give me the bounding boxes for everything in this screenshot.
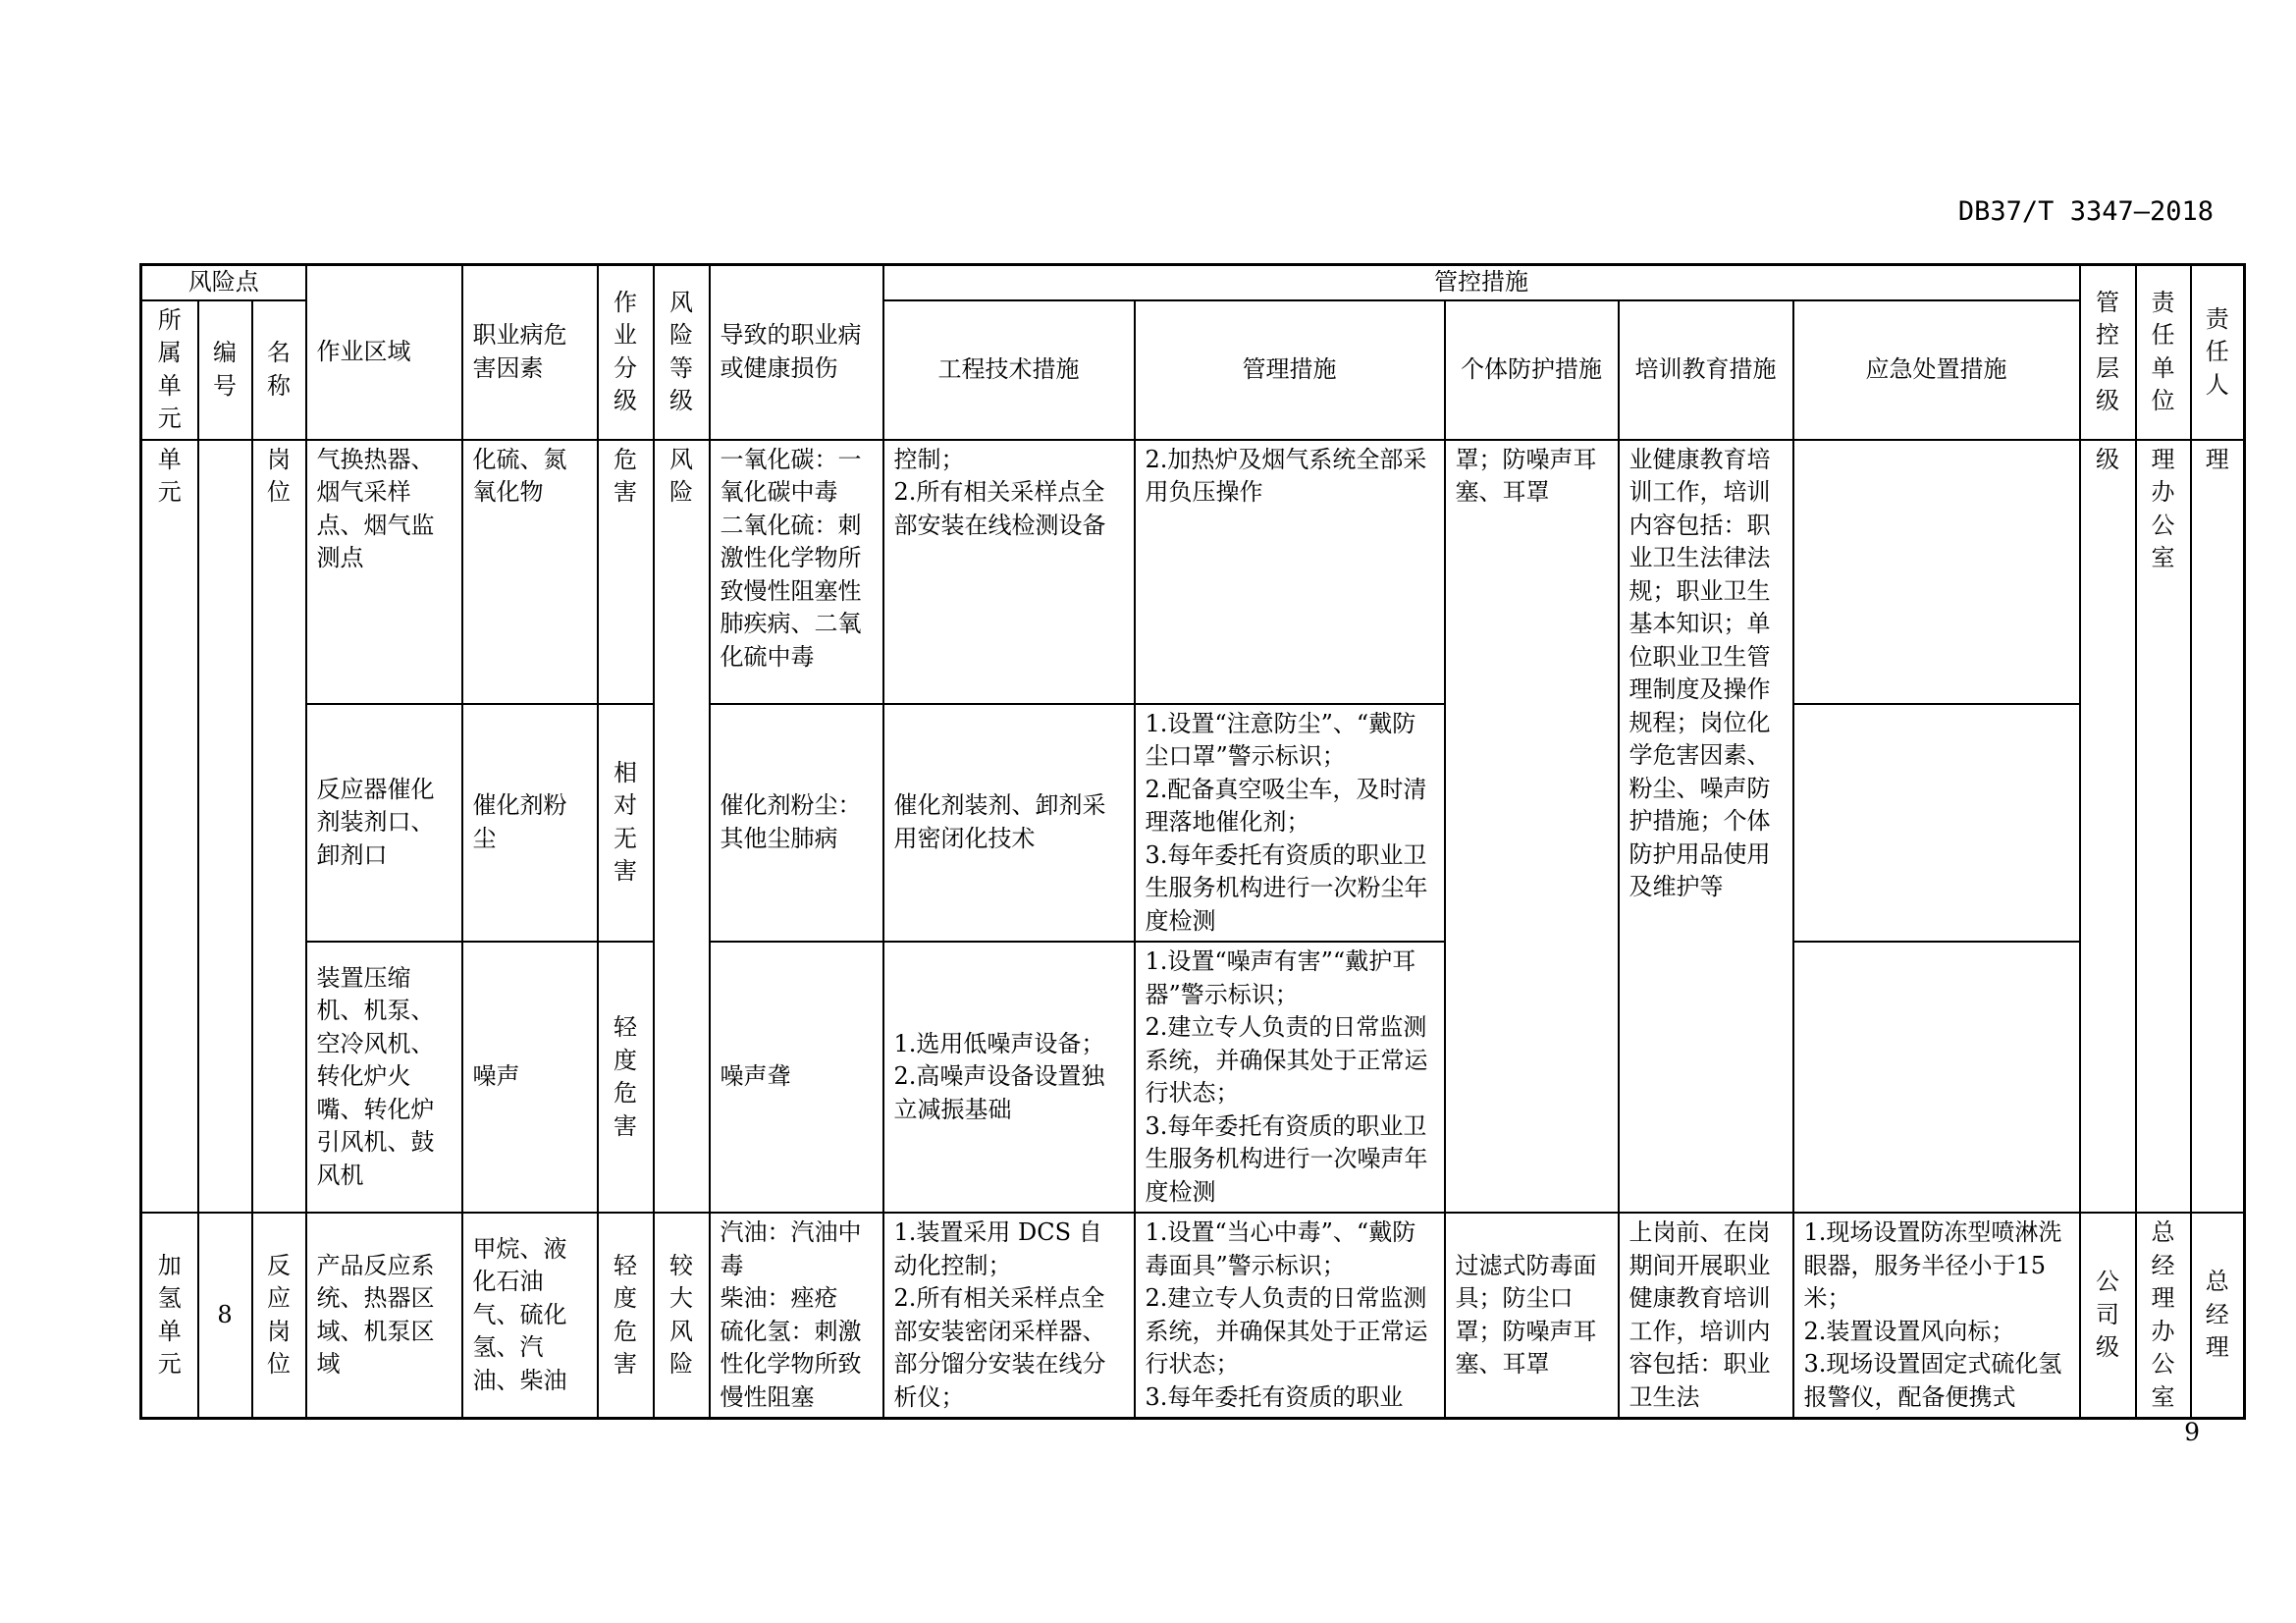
cell-hazard: 催化剂粉尘: [462, 704, 598, 943]
cell-resp-person: 总经理: [2191, 1213, 2245, 1419]
cell-engineering: 控制； 2.所有相关采样点全部安装在线检测设备: [883, 440, 1135, 704]
cell-emergency: [1793, 440, 2080, 704]
cell-work-grade: 相对无害: [598, 704, 654, 943]
cell-hazard: 噪声: [462, 942, 598, 1213]
risk-control-table: [139, 263, 2246, 1420]
cell-unit: 加氢单元: [141, 1213, 198, 1419]
cell-emergency: 1.现场设置防冻型喷淋洗眼器，服务半径小于15米； 2.装置设置风向标； 3.现场设置固定式硫化氢报警仪，配备便携式: [1793, 1213, 2080, 1419]
cell-work-grade: 危害: [598, 440, 654, 704]
cell-risk-level: 较大风险: [654, 1213, 710, 1419]
cell-name: 岗位: [252, 440, 306, 1214]
header-name: 名称: [252, 300, 306, 440]
header-work-grade: 作业分级: [598, 265, 654, 440]
cell-management: 1.设置“当心中毒”、“戴防毒面具”警示标识； 2.建立专人负责的日常监测系统，并确保其处于正常运行状态； 3.每年委托有资质的职业: [1135, 1213, 1445, 1419]
cell-disease: 一氧化碳：一氧化碳中毒 二氧化硫：刺激性化学物所致慢性阻塞性肺疾病、二氧化硫中毒: [710, 440, 883, 704]
cell-resp-unit: 总经理办公室: [2136, 1213, 2191, 1419]
cell-disease: 噪声聋: [710, 942, 883, 1213]
cell-resp-person: 理: [2191, 440, 2245, 1214]
cell-unit: 单元: [141, 440, 198, 1214]
document-code: DB37/T 3347—2018: [1957, 196, 2214, 227]
header-disease: 导致的职业病或健康损伤: [710, 265, 883, 440]
cell-training: 业健康教育培训工作，培训内容包括：职业卫生法律法规；职业卫生基本知识；单位职业卫生管理制度及操作规程；岗位化学危害因素、粉尘、噪声防护措施；个体防护用品使用及维护等: [1619, 440, 1793, 1214]
cell-work-area: 产品反应系统、热器区域、机泵区域: [306, 1213, 462, 1419]
cell-emergency: [1793, 942, 2080, 1213]
header-engineering: 工程技术措施: [883, 300, 1135, 440]
header-training: 培训教育措施: [1619, 300, 1793, 440]
cell-disease: 催化剂粉尘：其他尘肺病: [710, 704, 883, 943]
header-unit: 所属单元: [141, 300, 198, 440]
cell-work-area: 气换热器、烟气采样点、烟气监测点: [306, 440, 462, 704]
cell-number: 8: [198, 1213, 252, 1419]
cell-work-grade: 轻度危害: [598, 942, 654, 1213]
header-work-area: 作业区域: [306, 265, 462, 440]
cell-engineering: 1.选用低噪声设备； 2.高噪声设备设置独立减振基础: [883, 942, 1135, 1213]
header-control-level: 管控层级: [2080, 265, 2136, 440]
cell-emergency: [1793, 704, 2080, 943]
header-emergency: 应急处置措施: [1793, 300, 2080, 440]
cell-ppe: 过滤式防毒面具；防尘口罩；防噪声耳塞、耳罩: [1445, 1213, 1619, 1419]
cell-control-level: 级: [2080, 440, 2136, 1214]
cell-risk-level: 风险: [654, 440, 710, 1214]
cell-management: 1.设置“注意防尘”、“戴防尘口罩”警示标识； 2.配备真空吸尘车，及时清理落地催化剂； 3.每年委托有资质的职业卫生服务机构进行一次粉尘年度检测: [1135, 704, 1445, 943]
header-resp-person: 责任人: [2191, 265, 2245, 440]
cell-management: 1.设置“噪声有害”“戴护耳器”警示标识； 2.建立专人负责的日常监测系统，并确保其处于正常运行状态； 3.每年委托有资质的职业卫生服务机构进行一次噪声年度检测: [1135, 942, 1445, 1213]
cell-training: 上岗前、在岗期间开展职业健康教育培训工作，培训内容包括：职业卫生法: [1619, 1213, 1793, 1419]
cell-engineering: 催化剂装剂、卸剂采用密闭化技术: [883, 704, 1135, 943]
header-hazard: 职业病危害因素: [462, 265, 598, 440]
cell-resp-unit: 理办公室: [2136, 440, 2191, 1214]
cell-engineering: 1.装置采用 DCS 自动化控制； 2.所有相关采样点全部安装密闭采样器、部分馏分安装在线分析仪；: [883, 1213, 1135, 1419]
cell-number: [198, 440, 252, 1214]
cell-management: 2.加热炉及烟气系统全部采用负压操作: [1135, 440, 1445, 704]
header-number: 编号: [198, 300, 252, 440]
header-control-measures: 管控措施: [883, 265, 2080, 300]
cell-control-level: 公司级: [2080, 1213, 2136, 1419]
cell-ppe: 罩；防噪声耳塞、耳罩: [1445, 440, 1619, 1214]
cell-work-area: 反应器催化剂装剂口、卸剂口: [306, 704, 462, 943]
cell-work-area: 装置压缩机、机泵、空冷风机、转化炉火嘴、转化炉引风机、鼓风机: [306, 942, 462, 1213]
cell-hazard: 甲烷、液化石油气、硫化氢、汽油、柴油: [462, 1213, 598, 1419]
header-management: 管理措施: [1135, 300, 1445, 440]
header-ppe: 个体防护措施: [1445, 300, 1619, 440]
cell-hazard: 化硫、氮氧化物: [462, 440, 598, 704]
cell-name: 反应岗位: [252, 1213, 306, 1419]
cell-work-grade: 轻度危害: [598, 1213, 654, 1419]
header-risk-point: 风险点: [141, 265, 306, 300]
header-resp-unit: 责任单位: [2136, 265, 2191, 440]
page-number: 9: [2184, 1418, 2200, 1446]
header-risk-level: 风险等级: [654, 265, 710, 440]
cell-disease: 汽油：汽油中毒 柴油：痤疮 硫化氢：刺激性化学物所致慢性阻塞: [710, 1213, 883, 1419]
